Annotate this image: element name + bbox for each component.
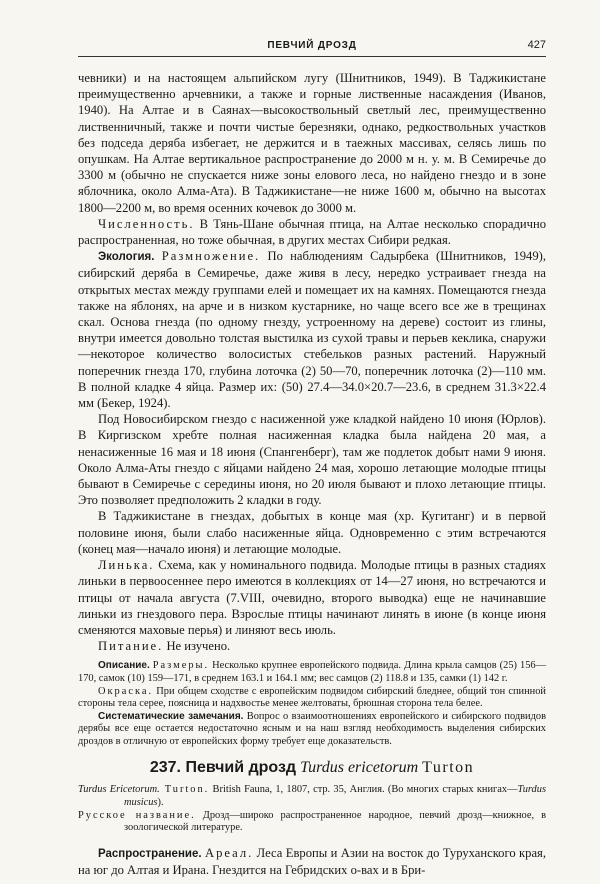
russian-name-text: Дрозд—широко распространенное народное, певчий дрозд—книжное, в зоологической литературе. [124,809,546,834]
distribution-text: Леса Европы и Азии на восток до Туруханского края, на юг до Алтая и Ирана. Гнездится на Гебридских о-вах и в Бри- [78,845,546,878]
measurements-label: Размеры. [152,660,210,672]
molt-text: Схема, как у номинального подвида. Молодые птицы в разных стадиях линьки в первоосеннее перо имеются в коллекциях от 14—27 июня, но встречаются и птицы от начала августа (7.VIII, очевидно, второго выводка) еще не начинавшие линьки из гнездового пера. Взрослые птицы начинают линять в июне (в конце июня сменяются маховые перья) и линяют весь июль. [78,558,546,637]
coloration-text: При общем сходстве с европейским подвидом сибирский бледнее, общий тон спинной стороны тела серее, поясница и надхвостье менее желтоваты, брюшная сторона тела белее. [78,685,546,710]
ecology-text: По наблюдениям Садырбека (Шнитников, 1949), сибирский деряба в Семиречье, даже живя в лесу, нередко устраивает гнезда на открытых местах между группами елей и помещает их на камнях. Помещаются гнезда также на яблонях, на арче и в низком кустарнике, но чаще всего все же в трещинах скал. Основа гнезда (по одному гнезду, устроенному на дереве) состоит из глины, внутри имеется довольно толстая выстилка из сухой травы и перьев кеклика, снаружи—некоторое количество волосистых стебельков разных растений. Наружный поперечник гнезда 170, глубина лоточка (2) 50—70, поперечник лоточка (2)—110 мм. В полной кладке 4 яйца. Размер их: (50) 27.4—34.0×20.7—23.6, в среднем 31.3×22.4 мм (Бекер, 1924). [78,249,546,411]
coloration-label: Окраска. [98,685,154,697]
feeding-text: Не изучено. [163,639,231,654]
russian-name-label: Русское название. [78,809,196,821]
paragraph-distribution [78,845,546,878]
molt-label: Линька. [98,558,155,573]
breeding-label: Размножение. [161,249,261,264]
paragraph-habitat: чевники) и на настоящем альпийском лугу (Шнитников, 1949). В Таджикистане преимущественно арчевники, а также и горные лиственные насаждения (Иванов, 1940). На Алтае и в Саянах—высокоствольный светлый лес, преимущественно лиственничный, также и почти чистые березняки, однако, редкоствольных участков без подседа деряба избегает, не держится и в таежных массивах, селясь лишь по опушкам. На Алтае вертикальное распространение до 2000 м н. у. м. В Семиречье до 3300 м (обычно не спускается ниже зоны елового леса, но найдено гнездо и в зоне яблочника, около Алма-Ата). В Таджикистане—не ниже 1600 м, обычно на высотах 1800—2200 м, во время осенних кочевок до 3000 м. [78,71,546,215]
paragraph-ecology [78,248,546,411]
synonym-close: ). [157,797,164,809]
synonym-text: British Fauna, 1, 1807, стр. 35, Англия. (Во многих старых книгах— [209,784,518,796]
paragraph-tajikistan: В Таджикистане в гнездах, добытых в конце мая (хр. Кугитанг) и в первой половине июня, были слабо насиженные яйца. Одновременно с этим встречаются (конец мая—начало июня) и летающие молодые. [78,509,546,556]
synonym-author: Turton. [159,784,210,796]
abundance-label: Численность. [98,216,195,231]
synonymy [78,784,546,809]
russian-name [78,810,546,835]
species-number: 237. Певчий дрозд [149,759,297,777]
page-body [78,70,546,878]
ecology-label: Экология. [98,251,155,264]
paragraph-nesting-dates: Под Новосибирском гнездо с насиженной уже кладкой найдено 10 июня (Юрлов). В Киргизском хребте полная насиженная кладка была найдена 20 мая, а ненасиженные 16 мая и 18 июня (Спангенберг), там же подлеток добыт нами 9 июня. Около Алма-Аты гнездо с яйцами найдено 24 мая, хорошо летающие молодые птицы бывают в Семиречье с середины июня, но 20 июля бывают и плохо летающие птицы. Это позволяет предположить 2 кладки в году. [78,412,546,508]
synonym-latin: Turdus Ericetorum. [78,784,160,796]
paragraph-molt [78,557,546,638]
paragraph-abundance [78,216,546,248]
abundance-text: В Тянь-Шане обычная птица, на Алтае несколько спорадично распространенная, но тоже обычная, в других местах Сибири редкая. [78,216,546,248]
species-heading [78,758,546,778]
running-title: ПЕВЧИЙ ДРОЗД [267,40,357,51]
paragraph-description [78,660,546,685]
distribution-label: Распространение. [98,847,202,860]
paragraph-coloration [78,686,546,711]
systematics-label: Систематические замечания. [98,710,244,722]
range-label: Ареал. [204,845,254,860]
feeding-label: Питание. [98,639,164,654]
paragraph-feeding [78,638,546,654]
species-latin: Turdus ericetorum [300,759,419,777]
running-header [78,40,546,57]
systematics-text: Вопрос о взаимоотношениях европейского и сибирского подвидов дерябы все еще остается недостаточно ясным и на наш взгляд необходимость выделения сибирских дроздов в отличную от европейских форму требует еще доказательств. [78,710,546,747]
species-author: Turton [422,759,475,777]
synonym-latin-2: Turdus musicus [124,784,546,809]
description-label: Описание. [98,660,150,672]
description-text: Несколько крупнее европейского подвида. Длина крыла самцов (25) 156—170, самок (10) 159—171, в среднем 163.1 и 164.1 мм; вес самцов (2) 118.8 и 135, самки (1) 142 г. [78,660,546,684]
paragraph-systematics [78,711,546,749]
page-number: 427 [527,39,546,51]
